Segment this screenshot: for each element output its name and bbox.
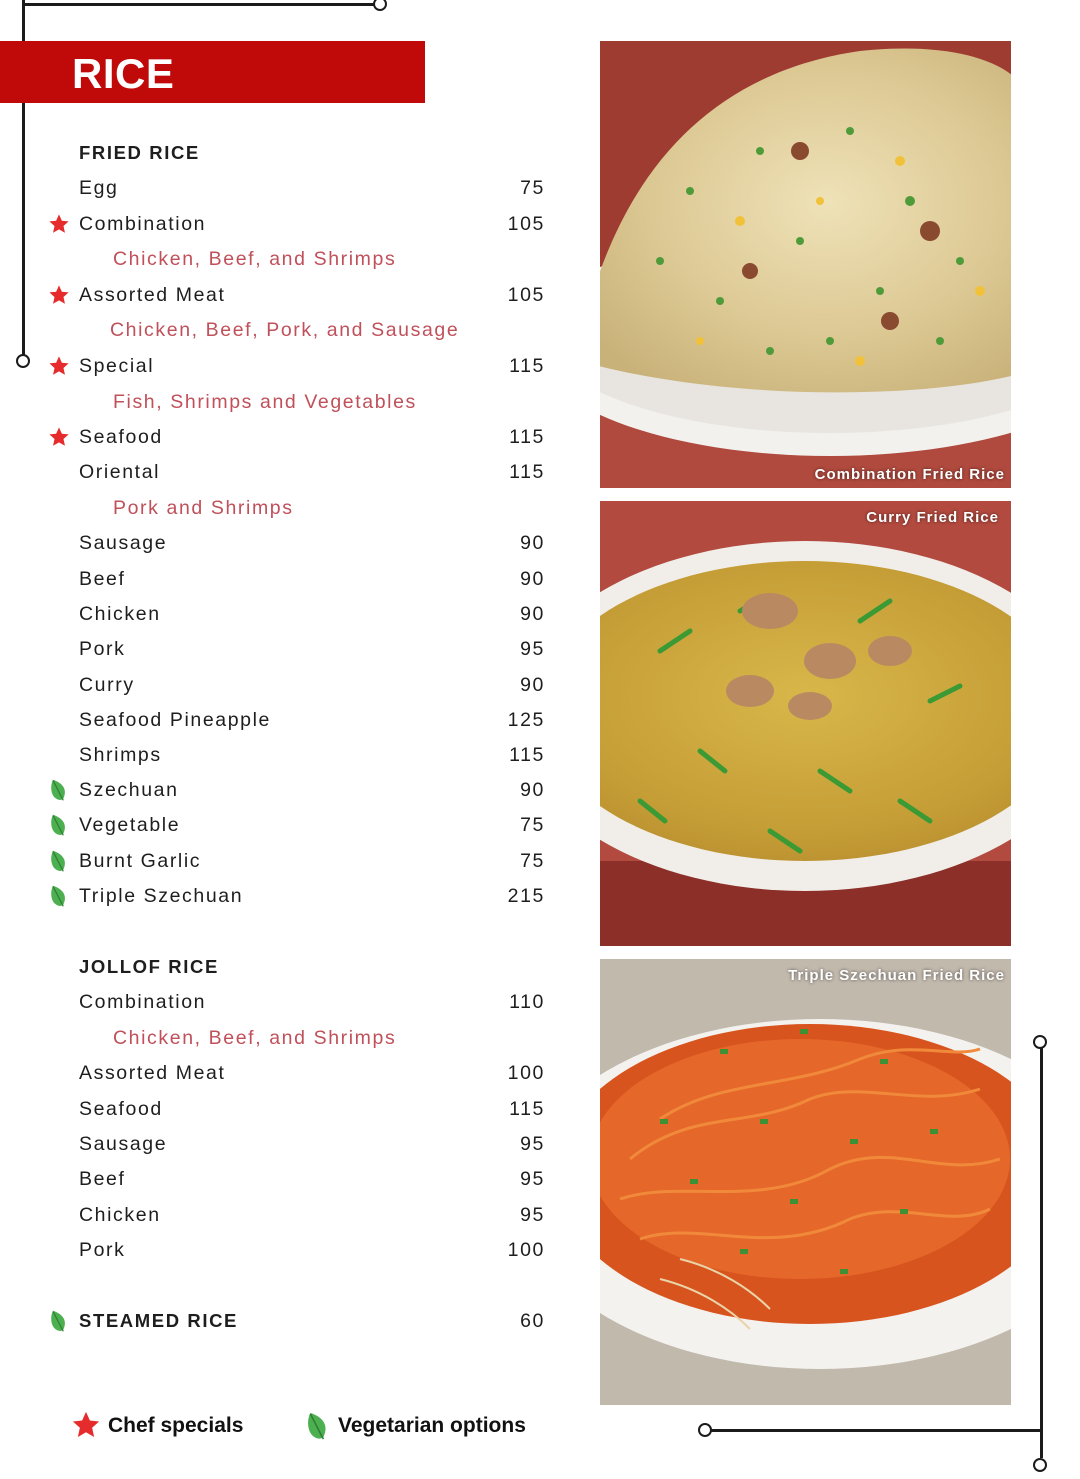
item-name: STEAMED RICE xyxy=(79,1310,238,1331)
fried-rice-image xyxy=(600,41,1011,488)
menu-item xyxy=(79,528,545,558)
item-price: 100 xyxy=(507,1239,545,1261)
legend-chef-label: Chef specials xyxy=(108,1414,244,1437)
item-description: Fish, Shrimps and Vegetables xyxy=(113,391,417,413)
photo-caption: Triple Szechuan Fried Rice xyxy=(788,967,1005,984)
item-name: Pork xyxy=(79,638,126,660)
item-price: 95 xyxy=(520,638,545,660)
item-price: 110 xyxy=(509,991,545,1013)
menu-item xyxy=(79,634,545,664)
item-name: Combination xyxy=(79,213,207,235)
star-icon xyxy=(71,1410,101,1440)
menu-item xyxy=(79,1094,545,1124)
item-name: Shrimps xyxy=(79,744,162,766)
item-name: Combination xyxy=(79,991,207,1013)
photo-triple-szechuan-fried-rice xyxy=(600,959,1011,1405)
star-icon xyxy=(48,354,70,378)
star-icon xyxy=(48,425,70,449)
item-price: 90 xyxy=(520,603,545,625)
menu-item xyxy=(79,810,545,840)
menu-item xyxy=(79,846,545,876)
item-price: 75 xyxy=(520,814,545,836)
item-price: 115 xyxy=(509,1098,545,1120)
decor-node-bottom xyxy=(698,1423,712,1437)
item-name: Assorted Meat xyxy=(79,1062,226,1084)
decor-line-right xyxy=(1040,1048,1043,1458)
szechuan-rice-image xyxy=(600,959,1011,1405)
item-name: Assorted Meat xyxy=(79,284,226,306)
decor-line-top xyxy=(22,3,374,6)
item-name: Beef xyxy=(79,568,126,590)
legend-veg-label: Vegetarian options xyxy=(338,1414,526,1437)
menu-item xyxy=(79,422,545,452)
decor-node-right-top xyxy=(1033,1035,1047,1049)
photo-combination-fried-rice xyxy=(600,41,1011,488)
photo-curry-fried-rice xyxy=(600,501,1011,946)
item-price: 115 xyxy=(509,461,545,483)
menu-item xyxy=(79,775,545,805)
item-price: 60 xyxy=(520,1310,545,1332)
leaf-icon xyxy=(48,1309,70,1333)
legend-chef-specials xyxy=(71,1410,271,1444)
item-price: 90 xyxy=(520,779,545,801)
menu-item xyxy=(79,599,545,629)
menu-item xyxy=(79,670,545,700)
item-price: 95 xyxy=(520,1168,545,1190)
item-description: Chicken, Beef, Pork, and Sausage xyxy=(110,319,460,341)
item-description: Chicken, Beef, and Shrimps xyxy=(113,248,397,270)
jollof-rice-heading: JOLLOF RICE xyxy=(79,956,219,977)
menu-item xyxy=(79,1164,545,1194)
leaf-icon xyxy=(306,1410,330,1442)
curry-rice-image xyxy=(600,501,1011,946)
item-name: Sausage xyxy=(79,1133,168,1155)
menu-item xyxy=(79,1129,545,1159)
leaf-icon xyxy=(48,778,70,802)
decor-line-bottom xyxy=(711,1429,1041,1432)
decor-node-left xyxy=(16,354,30,368)
section-title: RICE xyxy=(72,50,175,97)
menu-item xyxy=(79,209,545,239)
section-banner xyxy=(0,41,425,103)
item-name: Chicken xyxy=(79,1204,161,1226)
menu-item xyxy=(79,987,545,1017)
leaf-icon xyxy=(48,884,70,908)
item-price: 95 xyxy=(520,1133,545,1155)
item-price: 125 xyxy=(507,709,545,731)
item-name: Triple Szechuan xyxy=(79,885,244,907)
menu-item xyxy=(79,881,545,911)
item-price: 95 xyxy=(520,1204,545,1226)
item-name: Oriental xyxy=(79,461,161,483)
item-name: Sausage xyxy=(79,532,168,554)
item-price: 105 xyxy=(507,213,545,235)
item-description: Chicken, Beef, and Shrimps xyxy=(113,1027,397,1049)
item-name: Pork xyxy=(79,1239,126,1261)
item-price: 90 xyxy=(520,532,545,554)
menu-item xyxy=(79,1200,545,1230)
item-name: Seafood xyxy=(79,1098,163,1120)
menu-item xyxy=(79,705,545,735)
item-name: Seafood xyxy=(79,426,163,448)
menu-item xyxy=(79,173,545,203)
item-price: 100 xyxy=(507,1062,545,1084)
star-icon xyxy=(48,212,70,236)
item-price: 115 xyxy=(509,355,545,377)
item-price: 75 xyxy=(520,177,545,199)
item-price: 90 xyxy=(520,674,545,696)
item-name: Burnt Garlic xyxy=(79,850,202,872)
fried-rice-heading: FRIED RICE xyxy=(79,142,200,163)
photo-caption: Curry Fried Rice xyxy=(866,509,999,526)
item-price: 90 xyxy=(520,568,545,590)
item-name: Vegetable xyxy=(79,814,181,836)
item-price: 215 xyxy=(507,885,545,907)
item-name: Szechuan xyxy=(79,779,179,801)
star-icon xyxy=(48,283,70,307)
menu-item xyxy=(79,457,545,487)
photo-caption: Combination Fried Rice xyxy=(814,466,1005,483)
item-price: 75 xyxy=(520,850,545,872)
legend-vegetarian-options xyxy=(306,1410,556,1444)
item-name: Beef xyxy=(79,1168,126,1190)
menu-item xyxy=(79,740,545,770)
item-price: 115 xyxy=(509,426,545,448)
item-price: 105 xyxy=(507,284,545,306)
item-description: Pork and Shrimps xyxy=(113,497,294,519)
menu-item xyxy=(79,280,545,310)
item-price: 115 xyxy=(509,744,545,766)
item-name: Seafood Pineapple xyxy=(79,709,272,731)
item-name: Curry xyxy=(79,674,135,696)
item-name: Special xyxy=(79,355,155,377)
menu-item xyxy=(79,351,545,381)
decor-node-right-bottom xyxy=(1033,1458,1047,1472)
leaf-icon xyxy=(48,813,70,837)
steamed-rice-row xyxy=(79,1306,545,1336)
item-name: Egg xyxy=(79,177,119,199)
menu-item xyxy=(79,1058,545,1088)
menu-item xyxy=(79,1235,545,1265)
decor-node-top xyxy=(373,0,387,11)
leaf-icon xyxy=(48,849,70,873)
menu-item xyxy=(79,564,545,594)
item-name: Chicken xyxy=(79,603,161,625)
